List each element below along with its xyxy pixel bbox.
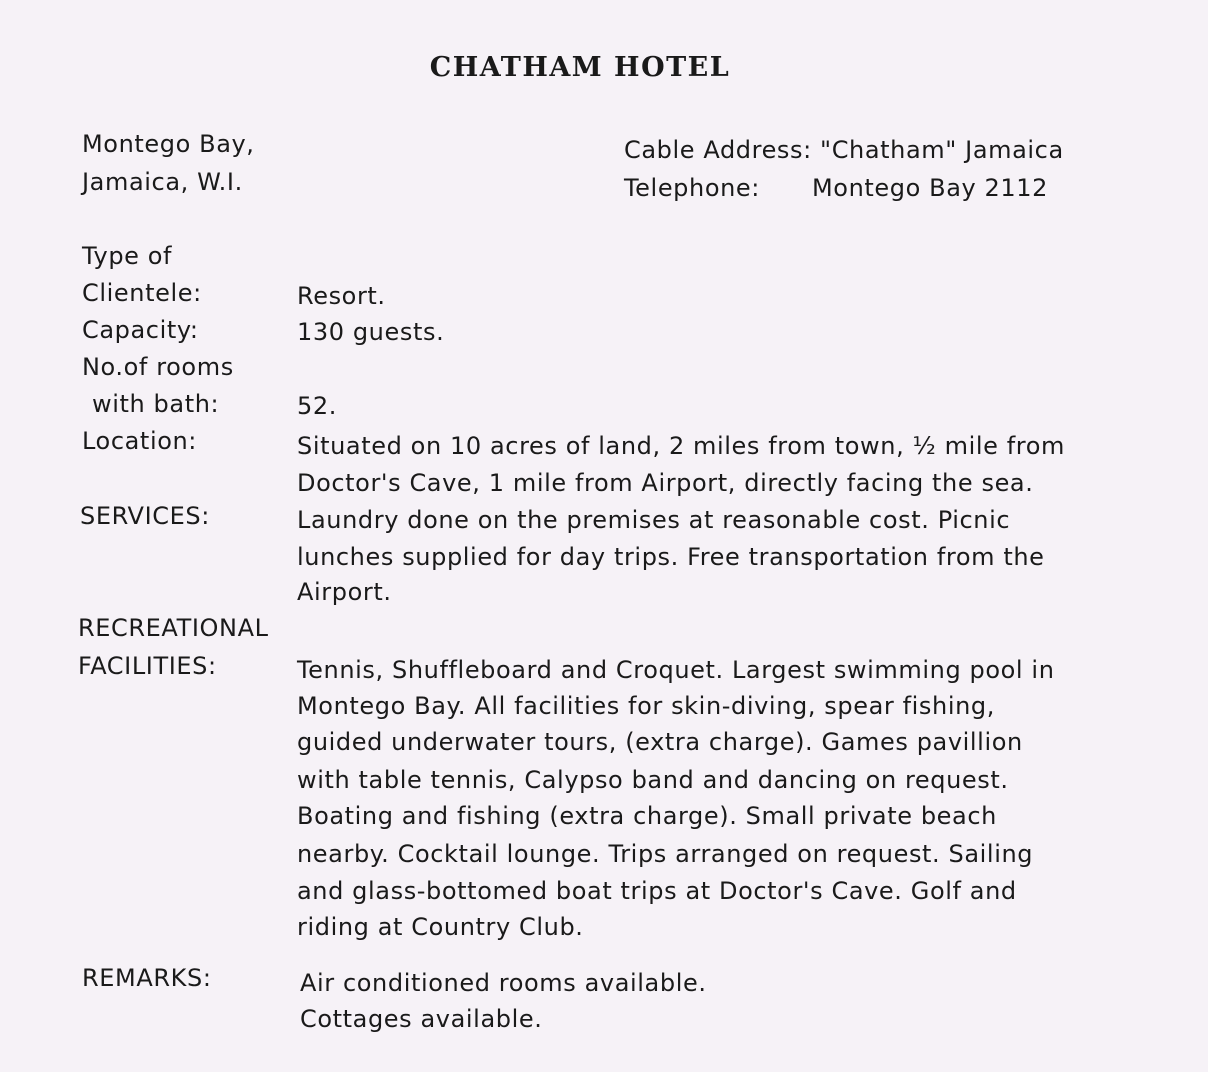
telephone-label: Telephone: <box>624 174 760 202</box>
recreational-line-8: riding at Country Club. <box>297 913 584 941</box>
rooms-label-line-2: with bath: <box>92 390 220 418</box>
rooms-value: 52. <box>297 392 337 420</box>
address-line-2: Jamaica, W.I. <box>82 168 243 196</box>
recreational-line-4: with table tennis, Calypso band and dancing on request. <box>297 766 1009 794</box>
recreational-label-line-1: RECREATIONAL <box>78 614 269 642</box>
services-line-1: Laundry done on the premises at reasonable cost. Picnic <box>297 506 1011 534</box>
recreational-line-3: guided underwater tours, (extra charge). Games pavillion <box>297 728 1023 756</box>
location-line-2: Doctor's Cave, 1 mile from Airport, directly facing the sea. <box>297 469 1034 497</box>
rooms-label-line-1: No.of rooms <box>82 353 234 381</box>
location-line-1: Situated on 10 acres of land, 2 miles from town, ½ mile from <box>297 432 1065 460</box>
services-line-2: lunches supplied for day trips. Free transportation from the <box>297 543 1045 571</box>
capacity-value: 130 guests. <box>297 318 445 346</box>
cable-address: Cable Address: "Chatham" Jamaica <box>624 136 1064 164</box>
recreational-line-7: and glass-bottomed boat trips at Doctor's Cave. Golf and <box>297 877 1017 905</box>
type-label-line-2: Clientele: <box>82 279 202 307</box>
remarks-label: REMARKS: <box>82 964 212 992</box>
location-label: Location: <box>82 427 197 455</box>
recreational-line-1: Tennis, Shuffleboard and Croquet. Largest swimming pool in <box>297 656 1055 684</box>
telephone-value: Montego Bay 2112 <box>812 174 1049 202</box>
remarks-line-2: Cottages available. <box>300 1005 543 1033</box>
type-label-line-1: Type of <box>82 242 173 270</box>
hotel-title: CHATHAM HOTEL <box>429 52 731 83</box>
recreational-line-2: Montego Bay. All facilities for skin-diving, spear fishing, <box>297 692 995 720</box>
recreational-label-line-2: FACILITIES: <box>78 652 217 680</box>
services-line-3: Airport. <box>297 578 392 606</box>
address-line-1: Montego Bay, <box>82 130 255 158</box>
recreational-line-6: nearby. Cocktail lounge. Trips arranged on request. Sailing <box>297 840 1034 868</box>
recreational-line-5: Boating and fishing (extra charge). Small private beach <box>297 802 997 830</box>
capacity-label: Capacity: <box>82 316 199 344</box>
remarks-line-1: Air conditioned rooms available. <box>300 969 707 997</box>
type-value: Resort. <box>297 282 386 310</box>
services-label: SERVICES: <box>80 502 210 530</box>
